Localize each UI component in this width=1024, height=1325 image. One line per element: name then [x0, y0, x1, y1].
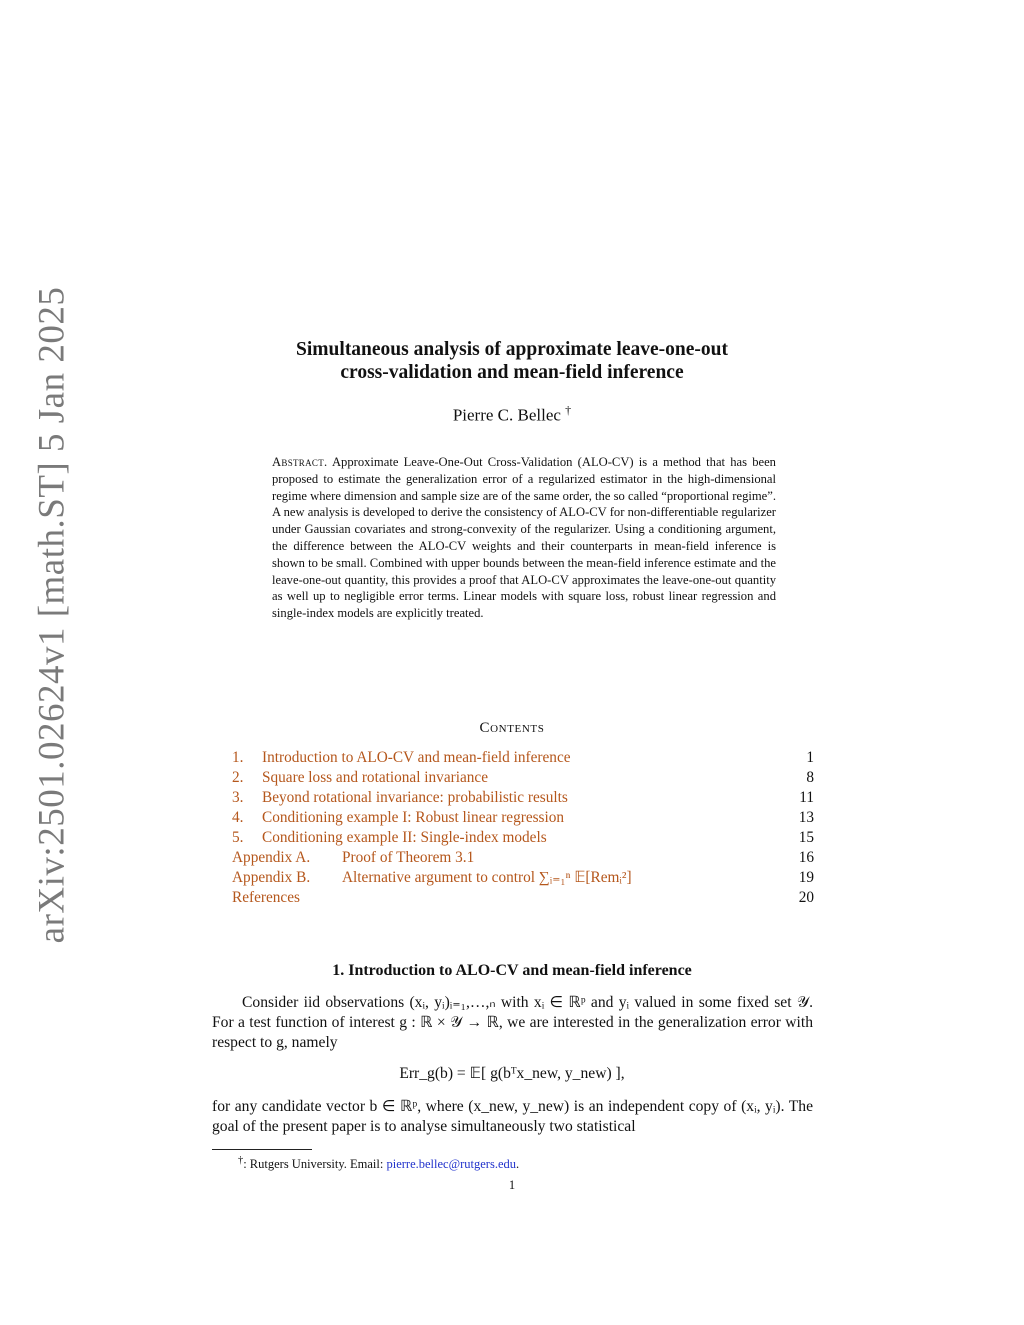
title-line-2: cross-validation and mean-field inference	[340, 362, 684, 383]
footnote-text: : Rutgers University. Email:	[243, 1157, 384, 1172]
toc-number: 2.	[232, 769, 244, 786]
footnote	[238, 1155, 519, 1172]
toc-entry-2[interactable]	[232, 768, 814, 788]
toc-entry-references[interactable]	[232, 888, 814, 908]
arxiv-identifier-stamp: arXiv:2501.02624v1 [math.ST] 5 Jan 2025	[31, 286, 73, 944]
page-number: 1	[508, 1178, 516, 1192]
abstract-text: Approximate Leave-One-Out Cross-Validation (ALO-CV) is a method that has been proposed to estimate the generalization error of a regularized estimator in the high-dimensional regime where dimension and sample size are of the same order, the so called “proportional regime”. A new analysis is developed to derive the consistency of ALO-CV for non-differentiable regularizer under Gaussian covariates and strong-convexity of the regularizer. Using a conditioning argument, the difference between the ALO-CV weights and their counterparts in mean-field inference is shown to be small. Combined with upper bounds between the mean-field inference estimate and the leave-one-out quantity, this provides a proof that ALO-CV approximates the leave-one-out quantity as well up to negligible error terms. Linear models with square loss, robust linear regression and single-index models are explicitly treated.	[272, 455, 776, 621]
toc-number: Appendix B.	[232, 869, 311, 886]
toc-page: 13	[798, 809, 814, 826]
toc-label: Conditioning example II: Single-index models	[262, 829, 547, 846]
section-heading: 1. Introduction to ALO-CV and mean-field inference	[332, 962, 692, 979]
paragraph-text: for any candidate vector b ∈ ℝᵖ, where (x_new, y_new) is an independent copy of (xᵢ, yᵢ). The goal of the present paper is to analyse simultaneously two statistical	[212, 1098, 813, 1135]
toc-page: 15	[798, 829, 814, 846]
display-equation: Err_g(b) = 𝔼[ g(bᵀx_new, y_new) ],	[399, 1065, 625, 1082]
toc-number: 1.	[232, 749, 244, 766]
toc-entry-5[interactable]	[232, 828, 814, 848]
author-name: Pierre C. Bellec	[452, 405, 561, 425]
footnote-divider	[212, 1149, 312, 1150]
toc-page: 19	[798, 869, 814, 886]
body-paragraph-1	[212, 993, 813, 1053]
table-of-contents	[232, 748, 814, 908]
body-paragraph-2	[212, 1097, 813, 1137]
toc-label: Proof of Theorem 3.1	[342, 849, 475, 866]
author-footnote-mark: †	[565, 403, 572, 417]
toc-page: 8	[806, 769, 814, 786]
toc-entry-3[interactable]	[232, 788, 814, 808]
toc-number: 3.	[232, 789, 244, 806]
toc-label: Square loss and rotational invariance	[262, 769, 488, 786]
toc-number: Appendix A.	[232, 849, 311, 866]
toc-number: 4.	[232, 809, 244, 826]
toc-label: Conditioning example I: Robust linear regression	[262, 809, 565, 826]
toc-label: References	[232, 889, 300, 906]
contents-heading: Contents	[479, 720, 545, 736]
toc-label: Beyond rotational invariance: probabilistic results	[262, 789, 568, 806]
paper-title	[0, 338, 1024, 384]
author	[0, 403, 1024, 426]
title-line-1: Simultaneous analysis of approximate leave-one-out	[296, 339, 728, 360]
paragraph-text: Consider iid observations (xᵢ, yᵢ)ᵢ₌₁,…,ₙ with xᵢ ∈ ℝᵖ and yᵢ valued in some fixed set 𝒴. For a test function of interest g : ℝ × 𝒴 → ℝ, we are interested in the generalization error with respect to g, namely	[212, 994, 813, 1051]
toc-label: Introduction to ALO-CV and mean-field inference	[262, 749, 571, 766]
toc-page: 11	[799, 789, 814, 806]
abstract-label: Abstract.	[272, 455, 328, 469]
abstract	[272, 454, 776, 622]
toc-entry-4[interactable]	[232, 808, 814, 828]
toc-entry-appendix-b[interactable]	[232, 868, 814, 888]
author-email-link[interactable]: pierre.bellec@rutgers.edu	[386, 1157, 516, 1172]
toc-entry-appendix-a[interactable]	[232, 848, 814, 868]
toc-number: 5.	[232, 829, 244, 846]
footnote-mark: †	[238, 1155, 244, 1166]
toc-page: 1	[806, 749, 814, 766]
toc-label: Alternative argument to control ∑ᵢ₌₁ⁿ 𝔼[Remᵢ²]	[342, 869, 632, 886]
toc-page: 16	[798, 849, 814, 866]
footnote-end: .	[516, 1157, 520, 1172]
toc-entry-1[interactable]	[232, 748, 814, 768]
toc-page: 20	[798, 889, 814, 906]
